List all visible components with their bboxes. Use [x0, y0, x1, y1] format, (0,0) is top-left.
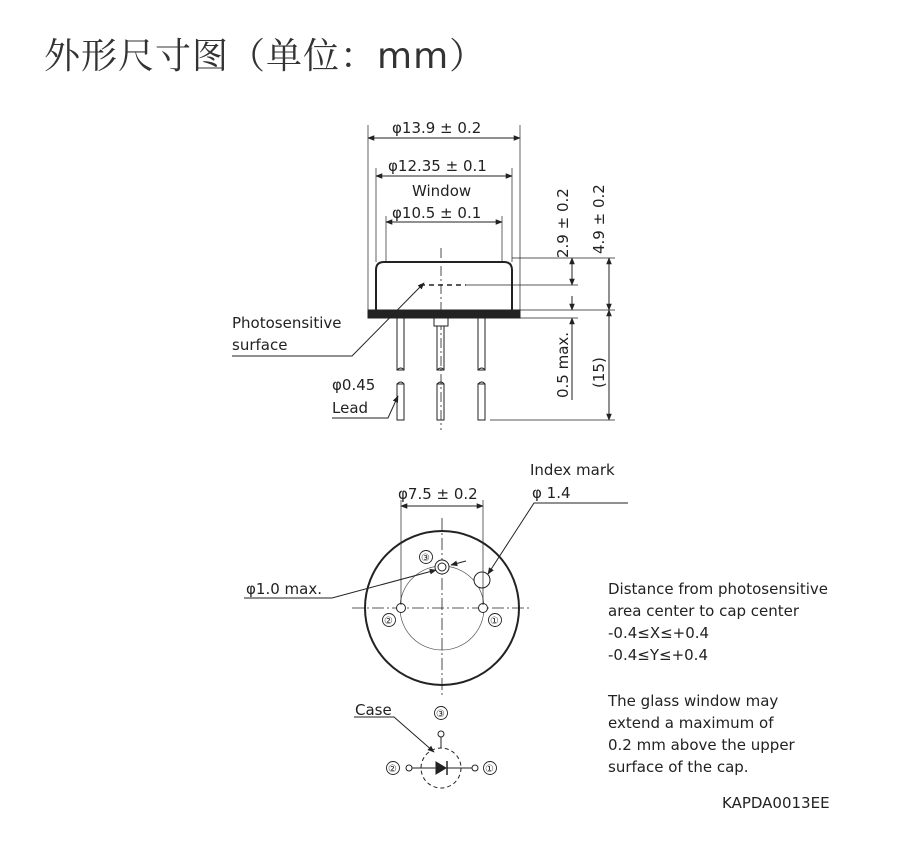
pin-diameter: φ1.0 max.: [246, 580, 322, 598]
schematic-pin-3: ③: [436, 709, 445, 720]
pin-circle-diameter: φ7.5 ± 0.2: [398, 485, 478, 503]
note-line: The glass window may: [608, 692, 779, 710]
side-view-labels: [232, 119, 608, 417]
pin-label-3: ③: [421, 553, 430, 564]
photodiode-symbol: [436, 762, 446, 774]
note-line: -0.4≤Y≤+0.4: [608, 646, 708, 664]
page-title: 外形尺寸图（单位：mm）: [44, 36, 487, 77]
dim-window: φ10.5 ± 0.1: [392, 204, 482, 222]
note-line: -0.4≤X≤+0.4: [608, 624, 710, 642]
case-label: Case: [355, 701, 392, 719]
index-mark: [474, 572, 490, 588]
note-line: extend a maximum of: [608, 714, 774, 732]
lead-left: [397, 318, 404, 370]
lead-diameter: φ0.45: [332, 376, 376, 394]
window-label: Window: [412, 182, 472, 200]
dim-flange: 0.5 max.: [554, 331, 572, 398]
note-line: area center to cap center: [608, 602, 800, 620]
dim-height-window: 2.9 ± 0.2: [554, 188, 572, 258]
lead-right: [478, 318, 485, 370]
pin-label-2: ②: [384, 616, 393, 627]
photosensitive-label-2: surface: [232, 336, 288, 354]
photosensitive-label-1: Photosensitive: [232, 314, 342, 332]
bottom-view-labels: [246, 461, 615, 627]
drawing-code: KAPDA0013EE: [722, 794, 830, 812]
schematic-pin-2: ②: [388, 764, 397, 775]
cap-body: [376, 262, 512, 310]
dim-cap-outer: φ13.9 ± 0.2: [392, 119, 482, 137]
schematic-pin-1: ①: [485, 764, 494, 775]
bottom-view: [244, 500, 628, 698]
lead-label: Lead: [332, 399, 369, 417]
dim-cap-inner: φ12.35 ± 0.1: [388, 157, 487, 175]
dim-height-total: 4.9 ± 0.2: [590, 184, 608, 254]
glass-window-note: [608, 690, 795, 778]
lead-center: [437, 326, 444, 370]
distance-note: [608, 578, 828, 666]
schematic-labels: [355, 701, 494, 775]
note-line: 0.2 mm above the upper: [608, 736, 795, 754]
note-line: Distance from photosensitive: [608, 580, 828, 598]
pin-label-1: ①: [490, 616, 499, 627]
index-mark-diameter: φ 1.4: [532, 484, 571, 502]
dim-lead-length: (15): [590, 357, 608, 388]
index-mark-label: Index mark: [530, 461, 615, 479]
pin-3: [435, 560, 449, 574]
note-line: surface of the cap.: [608, 758, 749, 776]
